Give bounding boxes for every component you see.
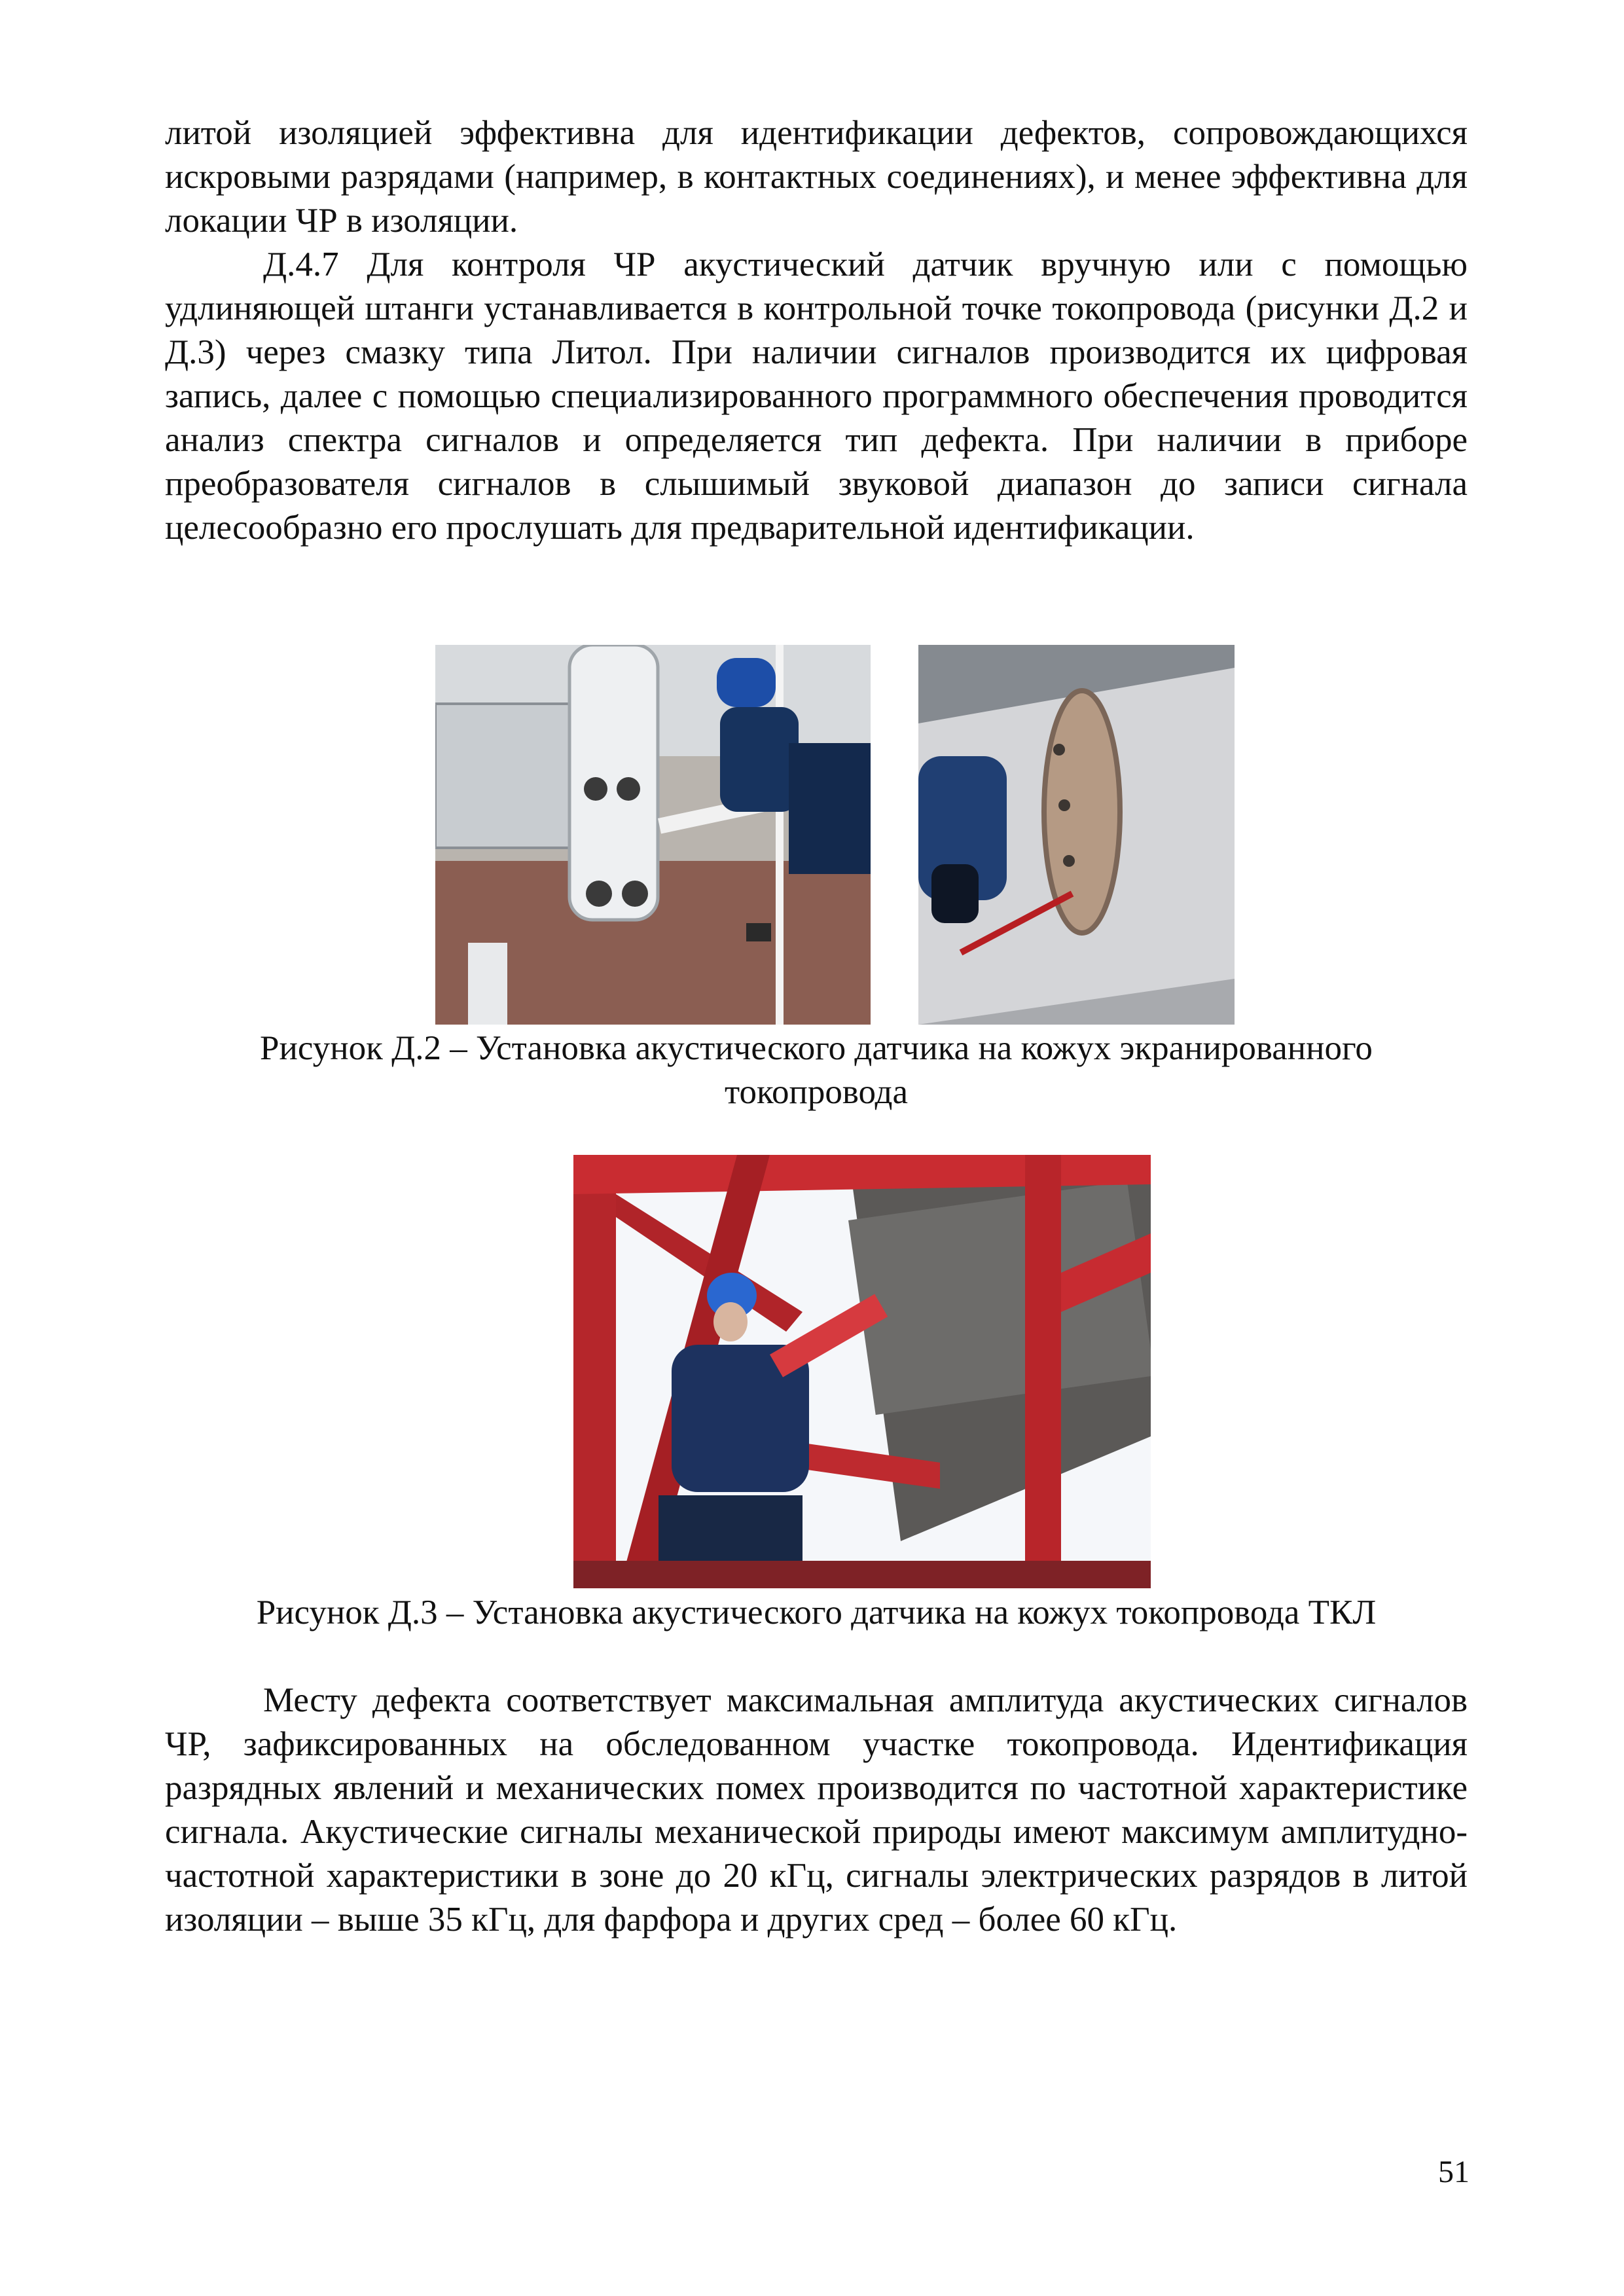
- paragraph-continuation: литой изоляцией эффективна для идентификации дефектов, сопровождающихся искровыми разрядами (например, в контактных соединениях), и менее эффективна для локации ЧР в изоляции.: [165, 114, 1468, 240]
- figure-d3-photo: [573, 1155, 1151, 1588]
- figure-d3-caption: Рисунок Д.3 – Установка акустического датчика на кожух токопровода ТКЛ: [256, 1594, 1377, 1631]
- paragraph-d-4-7: Д.4.7 Для контроля ЧР акустический датчик вручную или с помощью удлиняющей штанги устанавливается в контрольной точке токопровода (рисунки Д.2 и Д.3) через смазку типа Литол. При наличии сигналов производится их цифровая запись, далее с помощью специализированного программного обеспечения проводится анализ спектра сигналов и определяется тип дефекта. При наличии в приборе преобразователя сигналов в слышимый звуковой диапазон до записи сигнала целесообразно его прослушать для предварительной идентификации.: [165, 246, 1468, 547]
- paragraph-defect-location: Месту дефекта соответствует максимальная амплитуда акустических сигналов ЧР, зафиксированных на обследованном участке токопровода. Идентификация разрядных явлений и механических помех производится по частотной характеристике сигнала. Акустические сигналы механической природы имеют максимум амплитудно-частотной характеристики в зоне до 20 кГц, сигналы электрических разрядов в литой изоляции – выше 35 кГц, для фарфора и других сред – более 60 кГц.: [165, 1681, 1468, 1939]
- figure-d2-photo-left: [435, 645, 871, 1025]
- figure-d2-photo-right: [918, 645, 1235, 1025]
- page-number: 51: [1438, 2155, 1470, 2189]
- figure-d2-caption: Рисунок Д.2 – Установка акустического датчика на кожух экранированного токопровода: [260, 1029, 1373, 1111]
